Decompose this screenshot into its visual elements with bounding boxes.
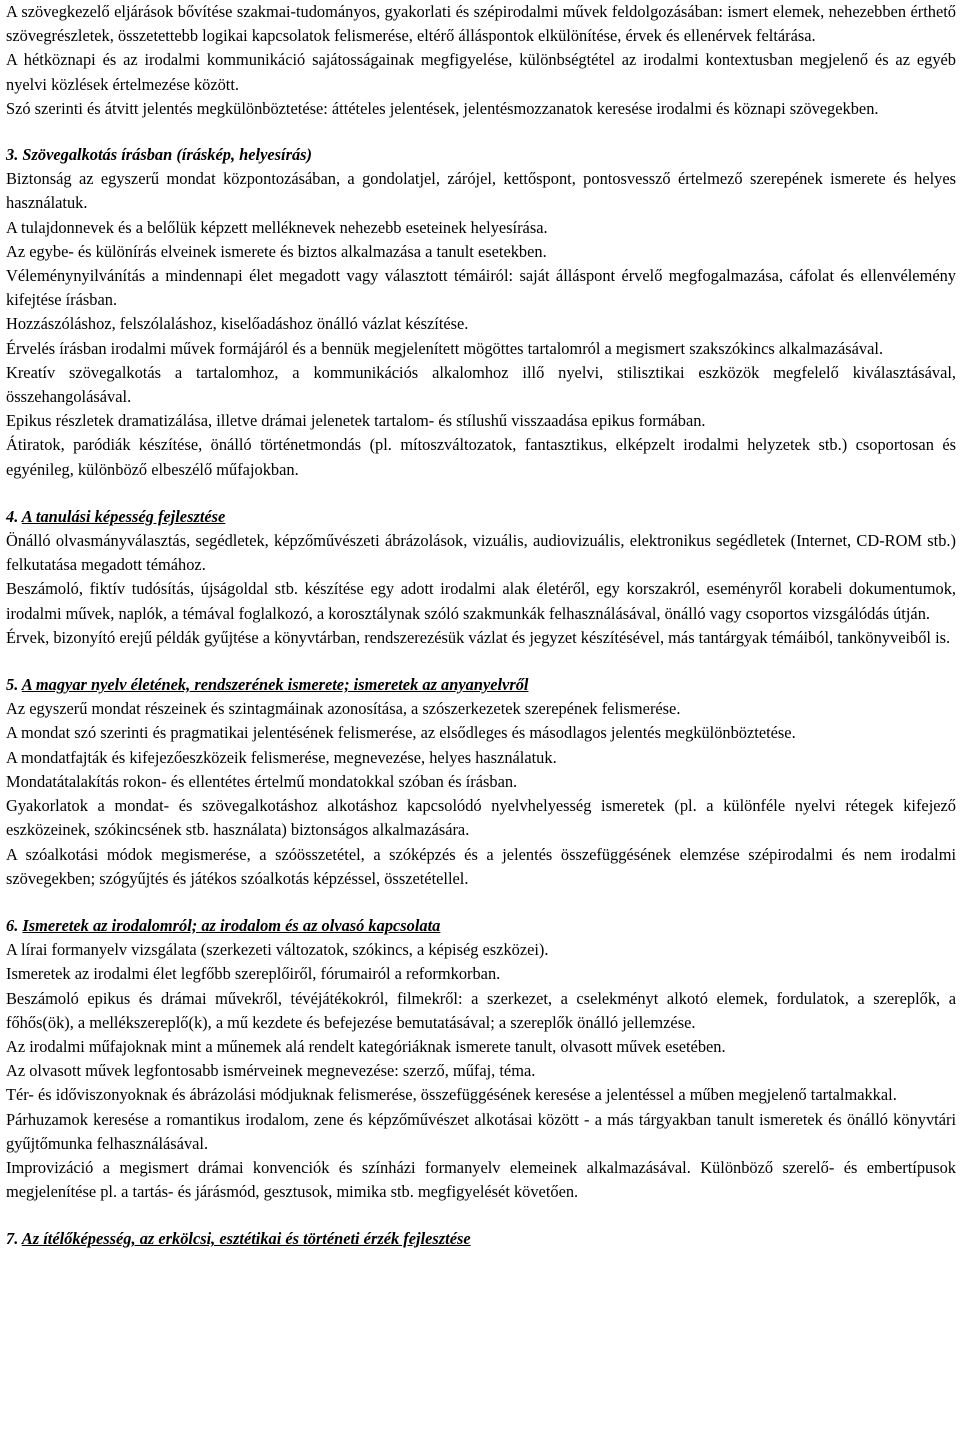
paragraph: Érvek, bizonyító erejű példák gyűjtése a könyvtárban, rendszerezésük vázlat és jegyzet készítésével, más tantárgyak témáiból, tankönyveiből is. (6, 627, 951, 647)
section-heading (6, 505, 956, 529)
paragraph: Beszámoló, fiktív tudósítás, újságoldal stb. készítése egy adott irodalmi alak életéről, egy korszakról, eseményről korabeli dokumentumok, irodalmi művek, naplók, a témával foglalkozó, a korosztálynak szóló szakmunkák felhasználásával, önálló vagy csoportos vizsgálódás útján. (6, 579, 956, 623)
section-title: Ismeretek az irodalomról; az irodalom és az olvasó kapcsolata (22, 915, 441, 935)
paragraph: Átiratok, paródiák készítése, önálló történetmondás (pl. mítoszváltozatok, fantasztikus, elképzelt irodalmi helyzetek stb.) csoportosan és egyénileg, különböző elbeszélő műfajokban. (6, 435, 956, 479)
paragraph: A hétköznapi és az irodalmi kommunikáció sajátosságainak megfigyelése, különbségtétel az irodalmi kontextusban megjelenő és az egyéb nyelvi közlések értelmezése között. (6, 50, 956, 94)
paragraph: A mondat szó szerinti és pragmatikai jelentésének felismerése, az elsődleges és másodlagos jelentés megkülönböztetése. (6, 723, 796, 743)
paragraph: Kreatív szövegalkotás a tartalomhoz, a kommunikációs alkalomhoz illő nyelvi, stilisztikai eszközök megfelelő kiválasztásával, összehangolásával. (6, 362, 956, 407)
paragraph: Epikus részletek dramatizálása, illetve drámai jelenetek tartalom- és stílushű visszaadása epikus formában. (6, 411, 706, 431)
paragraph: Hozzászóláshoz, felszólaláshoz, kiselőadáshoz önálló vázlat készítése. (6, 314, 469, 334)
section-number: 6. (6, 915, 19, 935)
paragraph: Önálló olvasmányválasztás, segédletek, képzőművészeti ábrázolások, vizuális, audiovizuális, elektronikus segédletek (Internet, CD-ROM stb.) felkutatása megadott témához. (6, 531, 956, 575)
paragraph: A lírai formanyelv vizsgálata (szerkezeti változatok, szókincs, a képiség eszközei). (6, 940, 549, 960)
paragraph: Gyakorlatok a mondat- és szövegalkotáshoz alkotáshoz kapcsolódó nyelvhelyesség ismeretek (pl. a különféle nyelvi rétegek kifejező eszközeinek, szókincsének stb. használata) biztonságos alkalmazására. (6, 796, 956, 840)
paragraph: A tulajdonnevek és a belőlük képzett melléknevek nehezebb eseteinek helyesírása. (6, 217, 548, 237)
paragraph: Beszámoló epikus és drámai művekről, tévéjátékokról, filmekről: a szerkezet, a cselekményt alkotó elemek, fordulatok, a szereplők, a főhős(ök), a mellékszereplő(k), a mű kezdete és befejezése bemutatásával; a szereplők önálló jellemzése. (6, 988, 956, 1032)
paragraph: Véleménynyilvánítás a mindennapi élet megadott vagy választott témáiról: saját álláspont érvelő megfogalmazása, cáfolat és ellenvélemény kifejtése írásban. (6, 266, 956, 310)
section-title: Szövegalkotás írásban (íráskép, helyesírás) (22, 145, 312, 165)
paragraph: Érvelés írásban irodalmi művek formájáról és a bennük megjelenített mögöttes tartalomról a megismert szakszókincs alkalmazásával. (6, 338, 884, 358)
paragraph: A szóalkotási módok megismerése, a szóösszetétel, a szóképzés és a jelentés összefüggésének elemzése szépirodalmi és nem irodalmi szövegekben; szógyűjtés és játékos szóalkotás képzéssel, összetétellel. (6, 844, 956, 888)
paragraph: Az irodalmi műfajoknak mint a műnemek alá rendelt kategóriáknak ismerete tanult, olvasott művek esetében. (6, 1036, 726, 1056)
section-title: A tanulási képesség fejlesztése (21, 506, 226, 526)
section-heading (6, 1227, 956, 1251)
section-title: Az ítélőképesség, az erkölcsi, esztétikai és történeti érzék fejlesztése (21, 1229, 471, 1249)
intro-block (6, 0, 956, 121)
paragraph: Az egybe- és különírás elveinek ismerete és biztos alkalmazása a tanult esetekben. (6, 241, 547, 261)
section-heading (6, 914, 956, 938)
paragraph: Ismeretek az irodalmi élet legfőbb szereplőiről, fórumairól a reformkorban. (6, 964, 501, 984)
section-number: 5. (6, 675, 19, 695)
paragraph: Biztonság az egyszerű mondat központozásában, a gondolatjel, zárójel, kettőspont, pontosvessző értelmező szerepének ismerete és helyes használatuk. (6, 169, 956, 213)
paragraph: Az olvasott művek legfontosabb ismérveinek megnevezése: szerző, műfaj, téma. (6, 1061, 536, 1081)
document-page (6, 0, 956, 1252)
section-heading (6, 673, 956, 697)
paragraph: Improvizáció a megismert drámai konvenciók és színházi formanyelv elemeinek alkalmazásával. Különböző szerelő- és embertípusok megjelenítése pl. a tartás- és járásmód, gesztusok, mimika stb. megfigyelését követően. (6, 1157, 956, 1202)
paragraph: A szövegkezelő eljárások bővítése szakmai-tudományos, gyakorlati és szépirodalmi művek feldolgozásában: ismert elemek, nehezebben érthető szövegrészletek, összetettebb logikai kapcsolatok felismerése, eltérő álláspontok elkülönítése, érvek és ellenérvek feltárása. (6, 2, 956, 46)
section-heading (6, 143, 956, 167)
paragraph: Az egyszerű mondat részeinek és szintagmáinak azonosítása, a szószerkezetek szerepének felismerése. (6, 699, 681, 719)
section-5 (6, 673, 956, 891)
section-number: 4. (6, 506, 19, 526)
paragraph: Mondatátalakítás rokon- és ellentétes értelmű mondatokkal szóban és írásban. (6, 771, 518, 791)
section-number: 7. (6, 1229, 19, 1249)
paragraph: Párhuzamok keresése a romantikus irodalom, zene és képzőművészet alkotásai között - a más tárgyakban tanult ismeretek és önálló könyvtári gyűjtőmunka felhasználásával. (6, 1109, 956, 1153)
section-6 (6, 914, 956, 1204)
paragraph: Tér- és időviszonyoknak és ábrázolási módjuknak felismerése, összefüggésének keresése a jelentéssel a műben megjelenő tartalmakkal. (6, 1085, 897, 1105)
section-4 (6, 505, 956, 650)
section-number: 3. (6, 145, 19, 165)
section-title: A magyar nyelv életének, rendszerének ismerete; ismeretek az anyanyelvről (21, 675, 529, 695)
section-3 (6, 143, 956, 482)
section-7 (6, 1227, 956, 1251)
paragraph: Szó szerinti és átvitt jelentés megkülönböztetése: áttételes jelentések, jelentésmozzanatok keresése irodalmi és köznapi szövegekben. (6, 98, 879, 118)
paragraph: A mondatfajták és kifejezőeszközeik felismerése, megnevezése, helyes használatuk. (6, 747, 557, 767)
